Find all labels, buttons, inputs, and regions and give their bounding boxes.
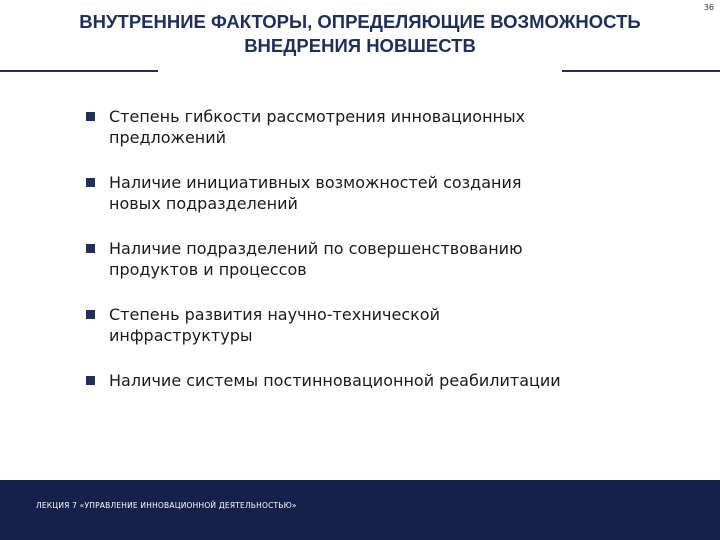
bullet-item (86, 238, 686, 280)
bullet-text-line-1: Наличие инициативных возможностей создания (109, 173, 522, 192)
bullet-text-line-2: новых подразделений (109, 194, 298, 213)
bullet-text-line-2: инфраструктуры (109, 326, 253, 345)
bullet-item (86, 106, 686, 148)
slide-title-line-1: ВНУТРЕННИЕ ФАКТОРЫ, ОПРЕДЕЛЯЮЩИЕ ВОЗМОЖНОСТЬ (79, 11, 641, 32)
slide-title (0, 10, 720, 58)
slide-number: 36 (703, 3, 714, 12)
bullet-text-line-1: Наличие подразделений по совершенствованию (109, 239, 523, 258)
bullet-text-line-1: Степень гибкости рассмотрения инновационных (109, 107, 526, 126)
square-bullet-icon (86, 178, 95, 187)
footer-bar (0, 480, 720, 540)
bullet-item (86, 172, 686, 214)
bullet-text-line-1: Степень развития научно-технической (109, 305, 440, 324)
footer-lecture-title: ЛЕКЦИЯ 7 «УПРАВЛЕНИЕ ИННОВАЦИОННОЙ ДЕЯТЕЛЬНОСТЬЮ» (36, 501, 297, 510)
bullet-item (86, 304, 686, 346)
bullet-item (86, 370, 686, 391)
square-bullet-icon (86, 310, 95, 319)
bullet-text-line-1: Наличие системы постинновационной реабилитации (109, 371, 561, 390)
square-bullet-icon (86, 112, 95, 121)
title-divider-left (0, 70, 158, 72)
square-bullet-icon (86, 376, 95, 385)
bullet-text-line-2: продуктов и процессов (109, 260, 307, 279)
slide-title-line-2: ВНЕДРЕНИЯ НОВШЕСТВ (244, 35, 476, 56)
bullet-text-line-2: предложений (109, 128, 227, 147)
title-divider-right (562, 70, 720, 72)
bullet-list (86, 106, 686, 415)
square-bullet-icon (86, 244, 95, 253)
